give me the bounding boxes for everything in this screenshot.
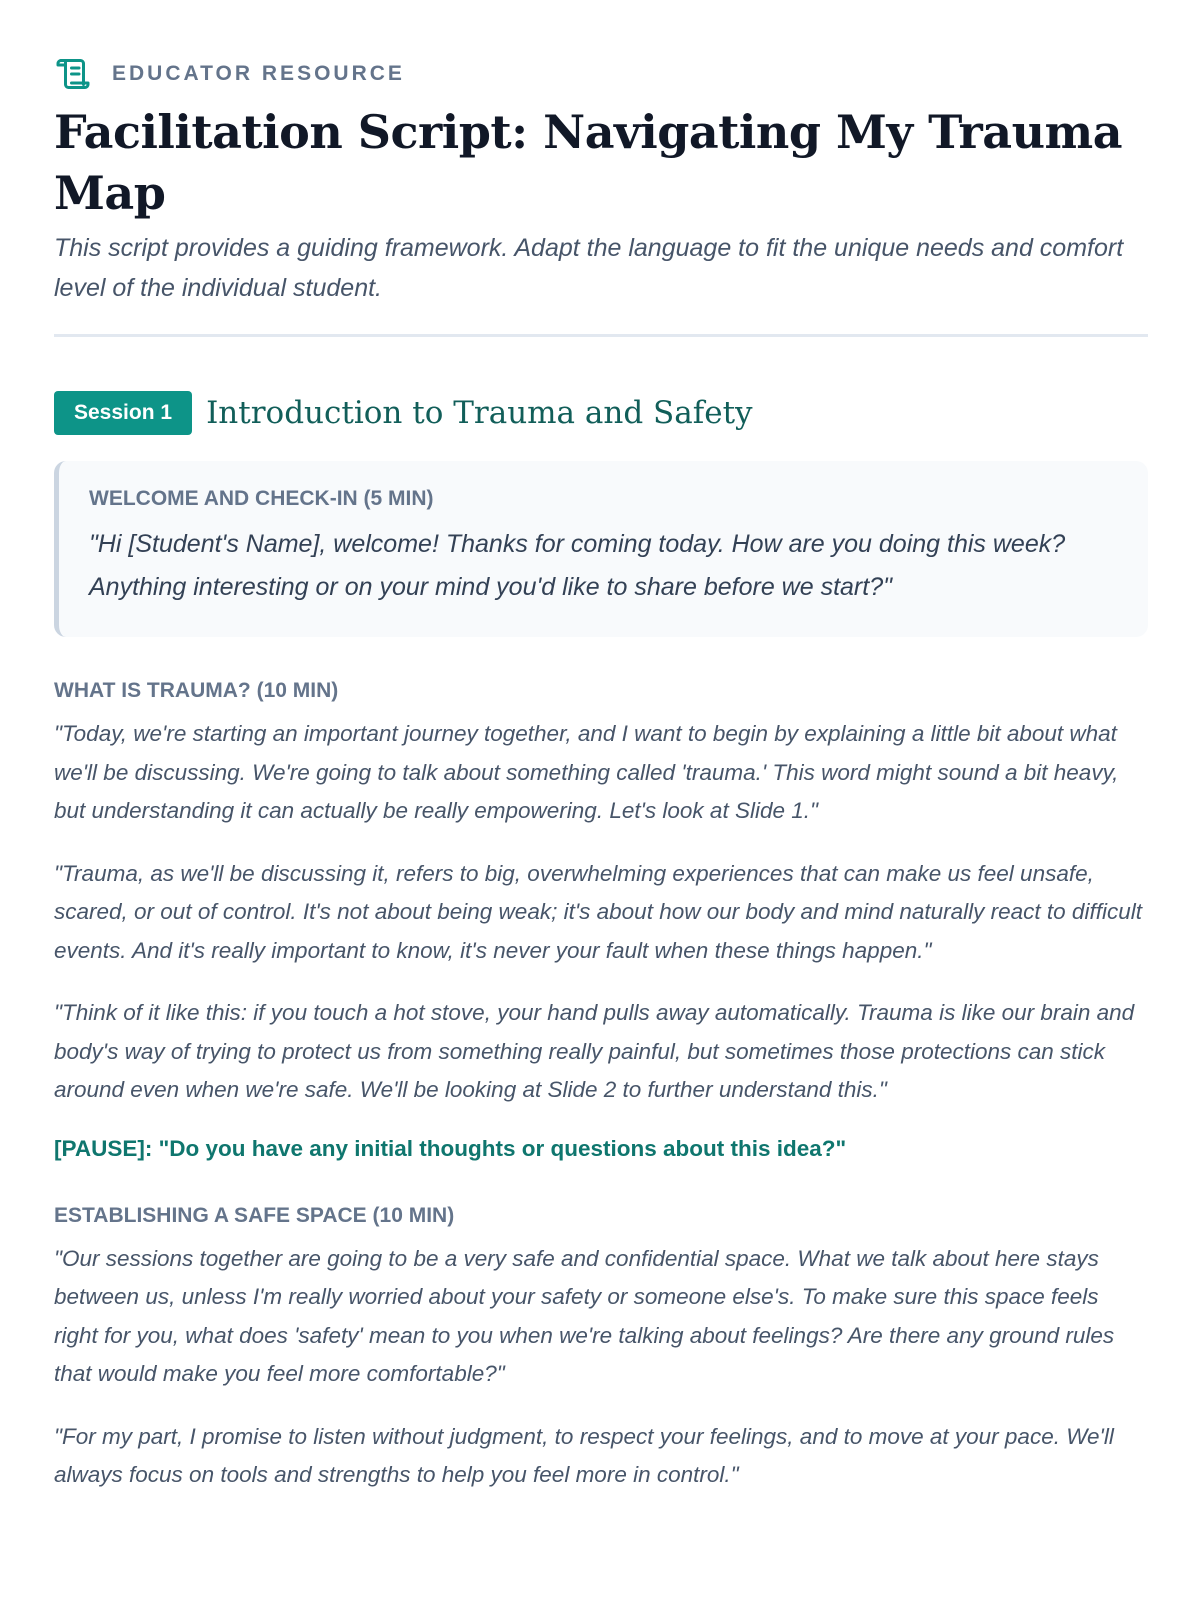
scroll-icon [54, 56, 92, 92]
session-badge: Session 1 [54, 391, 192, 435]
script-paragraph: "For my part, I promise to listen without judgment, to respect your feelings, and to move at your pace. We'll always focus on tools and strengths to help you feel more in control." [54, 1423, 1114, 1487]
eyebrow-label: EDUCATOR RESOURCE [112, 62, 405, 85]
trauma-section [54, 679, 1148, 1162]
trauma-heading: WHAT IS TRAUMA? (10 MIN) [54, 679, 339, 702]
pause-prompt: [PAUSE]: "Do you have any initial thoughts or questions about this idea?" [54, 1135, 847, 1161]
session-title: Introduction to Trauma and Safety [206, 395, 753, 431]
page-title: Facilitation Script: Navigating My Trauma Map [54, 105, 1123, 220]
safe-space-heading: ESTABLISHING A SAFE SPACE (10 MIN) [54, 1203, 455, 1227]
divider [54, 334, 1148, 337]
welcome-heading: WELCOME AND CHECK-IN (5 MIN) [89, 487, 434, 510]
eyebrow [54, 56, 1148, 92]
script-paragraph: "Think of it like this: if you touch a hot stove, your hand pulls away automatically. Trauma is like our brain and body's way of trying to protect us from something really painful, but sometimes those protections can stick around even when we're safe. We'll be looking at Slide 2 to further understand this." [54, 1000, 1135, 1102]
welcome-callout [54, 461, 1148, 637]
session-header [54, 391, 1148, 435]
document [54, 56, 1148, 1495]
script-paragraph: "Today, we're starting an important journey together, and I want to begin by explaining a little bit about what we'll be discussing. We're going to talk about something called 'trauma.' This word might sound a bit heavy, but understanding it can actually be really empowering. Let's look at Slide 1." [54, 721, 1119, 823]
safe-space-section [54, 1204, 1148, 1495]
script-paragraph: "Our sessions together are going to be a very safe and confidential space. What we talk about here stays between us, unless I'm really worried about your safety or someone else's. To make sure this space feels right for you, what does 'safety' mean to you when we're talking about feelings? Are there any ground rules that would make you feel more comfortable?" [54, 1245, 1115, 1386]
page-subtitle: This script provides a guiding framework. Adapt the language to fit the unique needs and comfort level of the individual student. [54, 234, 1124, 302]
script-paragraph: "Trauma, as we'll be discussing it, refers to big, overwhelming experiences that can make us feel unsafe, scared, or out of control. It's not about being weak; it's about how our body and mind naturally react to difficult events. And it's really important to know, it's never your fault when these things happen." [54, 860, 1142, 963]
welcome-quote: "Hi [Student's Name], welcome! Thanks for coming today. How are you doing this week? Anything interesting or on your mind you'd like to share before we start?" [89, 530, 1066, 601]
